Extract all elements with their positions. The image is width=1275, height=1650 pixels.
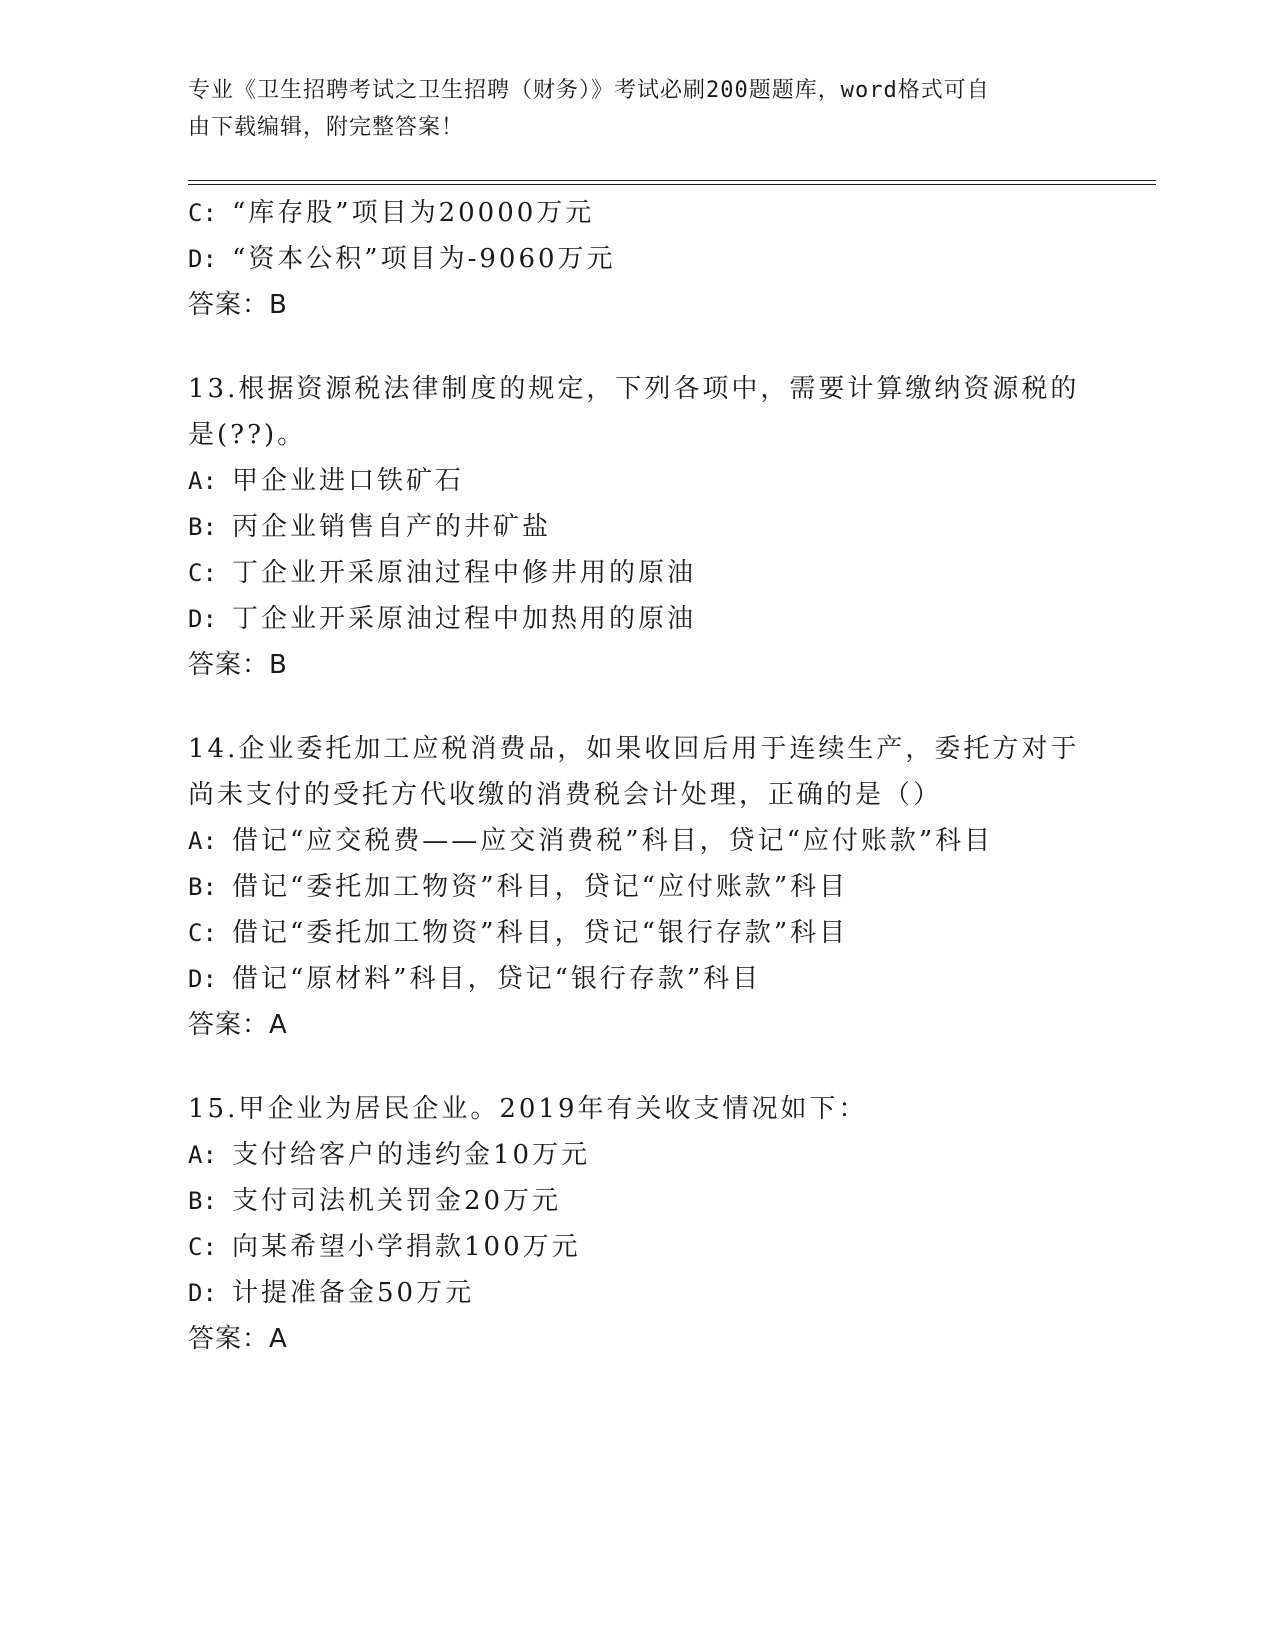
option-a: A: 甲企业进口铁矿石 — [188, 466, 465, 496]
option-c: C: “库存股”项目为20000万元 — [188, 198, 595, 228]
option-b: B: 借记“委托加工物资”科目，贷记“应付账款”科目 — [188, 872, 849, 902]
option-b: B: 丙企业销售自产的井矿盐 — [188, 512, 552, 542]
header-title-line-1: 专业《卫生招聘考试之卫生招聘（财务）》考试必刷200题题库，word格式可自 — [188, 78, 990, 103]
option-d: D: 丁企业开采原油过程中加热用的原油 — [188, 604, 697, 634]
option-d: D: 借记“原材料”科目，贷记“银行存款”科目 — [188, 964, 762, 994]
option-d: D: “资本公积”项目为-9060万元 — [188, 244, 616, 274]
question-title-line-1: 15.甲企业为居民企业。2019年有关收支情况如下： — [188, 1094, 868, 1124]
option-b: B: 支付司法机关罚金20万元 — [188, 1186, 562, 1216]
document-header — [188, 72, 1078, 146]
question-15 — [188, 1086, 1148, 1362]
question-content — [188, 190, 1148, 1362]
question-title-line-1: 14.企业委托加工应税消费品，如果收回后用于连续生产，委托方对于 — [188, 734, 1080, 764]
question-12-tail — [188, 190, 1148, 328]
question-title-line-2: 尚未支付的受托方代收缴的消费税会计处理，正确的是（） — [188, 780, 943, 810]
answer-line: 答案：B — [188, 650, 288, 680]
question-14 — [188, 726, 1148, 1048]
option-c: C: 丁企业开采原油过程中修井用的原油 — [188, 558, 697, 588]
question-title-line-1: 13.根据资源税法律制度的规定，下列各项中，需要计算缴纳资源税的 — [188, 374, 1080, 404]
question-title-line-2: 是(??)。 — [188, 420, 307, 450]
option-a: A: 支付给客户的违约金10万元 — [188, 1140, 591, 1170]
header-divider-top — [188, 180, 1156, 181]
answer-line: 答案：B — [188, 290, 288, 320]
question-13 — [188, 366, 1148, 688]
option-c: C: 借记“委托加工物资”科目，贷记“银行存款”科目 — [188, 918, 849, 948]
option-c: C: 向某希望小学捐款100万元 — [188, 1232, 581, 1262]
header-divider-bottom — [188, 184, 1156, 185]
answer-line: 答案：A — [188, 1324, 288, 1354]
option-d: D: 计提准备金50万元 — [188, 1278, 475, 1308]
header-title-line-2: 由下载编辑，附完整答案！ — [188, 115, 465, 140]
option-a: A: 借记“应交税费——应交消费税”科目，贷记“应付账款”科目 — [188, 826, 994, 856]
answer-line: 答案：A — [188, 1010, 288, 1040]
